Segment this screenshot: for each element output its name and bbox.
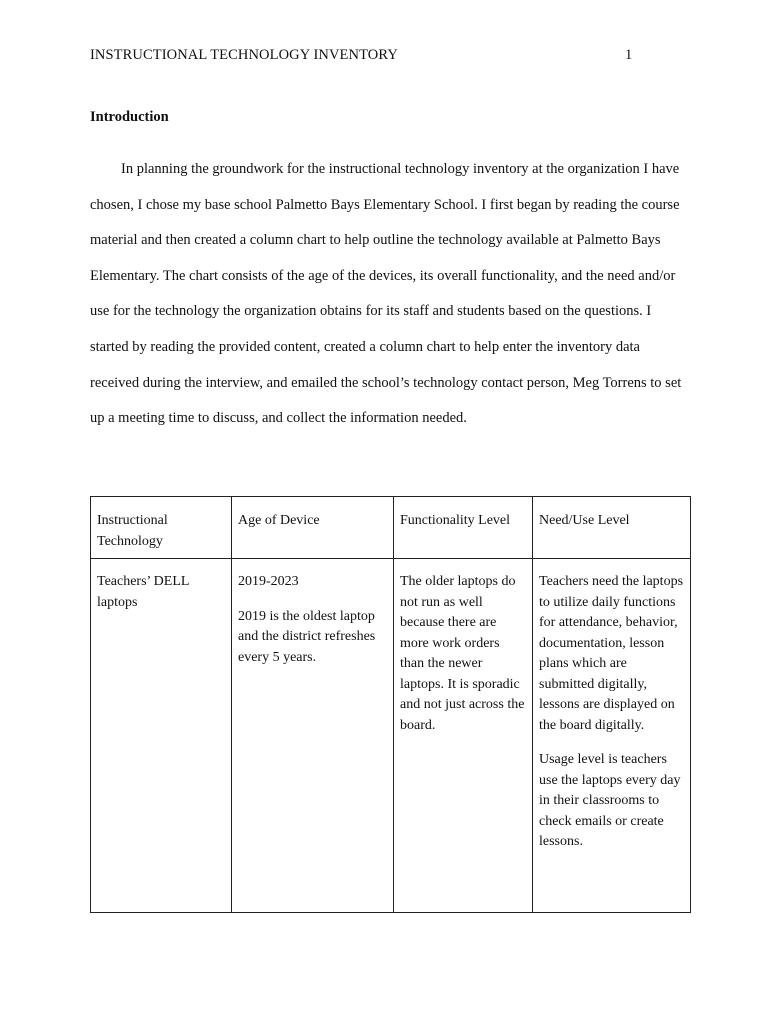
section-heading: Introduction [90,109,169,125]
header-label: Need/Use Level [539,513,630,528]
age-note: 2019 is the oldest laptop and the district refreshes every 5 years. [238,608,376,665]
need-text: Teachers need the laptops to utilize daily functions for attendance, behavior, documentation, lesson plans which are submitted digitally, lessons are displayed on the board digitally. [539,574,684,733]
running-head-title: INSTRUCTIONAL TECHNOLOGY INVENTORY [90,47,398,63]
header-cell-age [232,497,394,559]
intro-paragraph: In planning the groundwork for the instructional technology inventory at the organization I have chosen, I chose my base school Palmetto Bays Elementary School. I first began by reading the course material and then created a column chart to help outline the technology available at Palmetto Bays Elementary. The chart consists of the age of the devices, its overall functionality, and the need and/or use for the technology the organization obtains for its staff and students based on the questions. I started by reading the provided content, created a column chart to help enter the inventory data received during the interview, and emailed the school’s technology contact person, Meg Torrens to set up a meeting time to discuss, and collect the information needed. [90,161,682,427]
header-cell-functionality [394,497,533,559]
table-header-row [91,497,691,559]
header-label: Instructional Technology [97,513,168,549]
table-row [91,559,691,913]
cell-functionality [394,559,533,913]
page-number: 1 [625,47,633,63]
cell-age [232,559,394,913]
usage-text: Usage level is teachers use the laptops every day in their classrooms to check emails or create lessons. [539,752,681,849]
header-label: Functionality Level [400,513,511,528]
cell-technology [91,559,232,913]
header-cell-need-use [533,497,691,559]
header-label: Age of Device [238,513,320,528]
inventory-table [90,496,691,913]
functionality-text: The older laptops do not run as well because there are more work orders than the newer laptops. It is sporadic and not just across the board. [400,574,525,733]
cell-need-use [533,559,691,913]
inventory-table-container [90,496,691,913]
technology-name: Teachers’ DELL laptops [97,574,189,610]
age-range: 2019-2023 [238,574,299,589]
header-cell-technology [91,497,232,559]
